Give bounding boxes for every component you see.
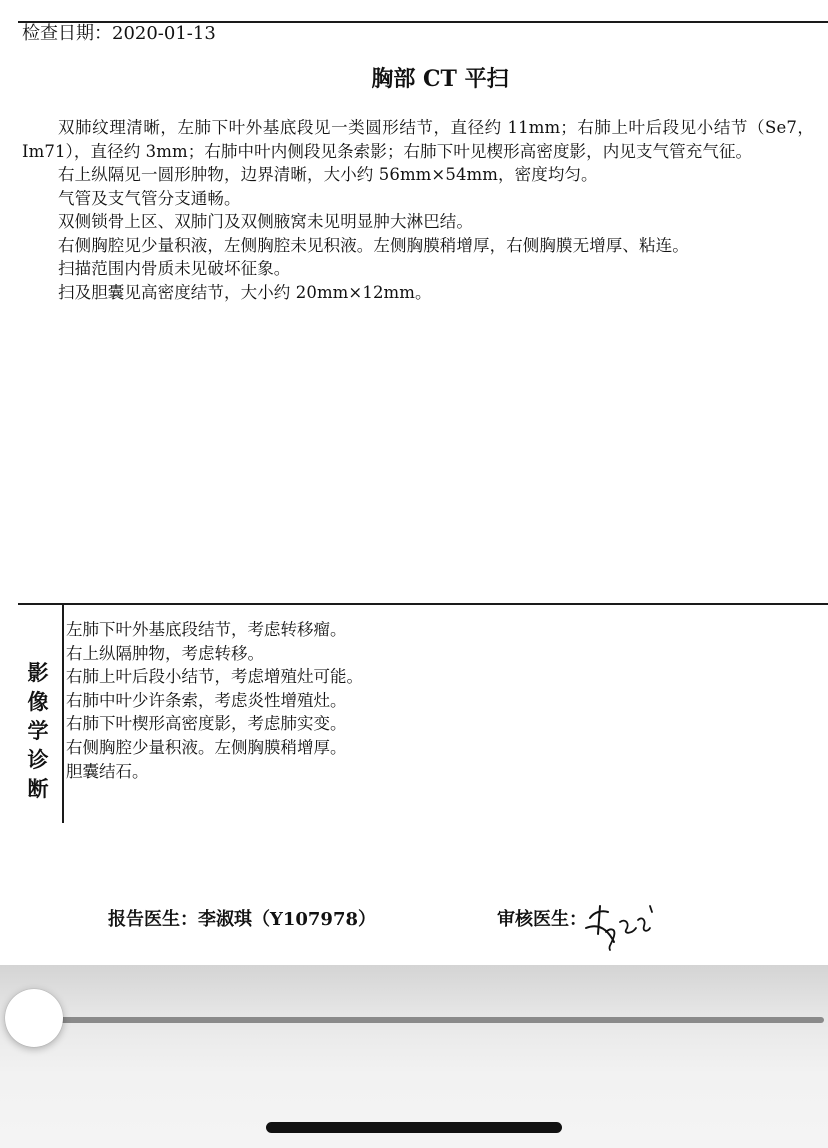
diagnosis-label-char: 诊: [27, 747, 49, 772]
finding-paragraph: 扫及胆囊见高密度结节，大小约 20mm×12mm。: [58, 282, 432, 302]
viewer-toolbar: [0, 965, 828, 1148]
diagnosis-label-char: 学: [27, 718, 49, 743]
reviewer-signature: [580, 898, 670, 958]
diagnosis-label-char: 像: [27, 689, 49, 714]
diagnosis-line: 右肺下叶楔形高密度影，考虑肺实变。: [66, 714, 347, 734]
diagnosis-column-divider: [62, 605, 64, 823]
finding-paragraph: 右侧胸腔见少量积液，左侧胸腔未见积液。左侧胸膜稍增厚，右侧胸膜无增厚、粘连。: [58, 235, 689, 255]
finding-paragraph: 扫描范围内骨质未见破坏征象。: [58, 259, 291, 278]
exam-date: 检查日期：2020-01-13: [22, 23, 216, 44]
page-scrubber-thumb[interactable]: [5, 989, 63, 1047]
report-title: 胸部 CT 平扫: [371, 66, 509, 92]
home-indicator[interactable]: [266, 1122, 562, 1133]
reporting-doctor: 报告医生：李淑琪（Y107978）: [108, 909, 376, 930]
page-scrubber-track[interactable]: [30, 1017, 824, 1023]
finding-paragraph: 气管及支气管分支通畅。: [58, 188, 241, 208]
diagnosis-label-char: 影: [27, 660, 49, 685]
diagnosis-section-label: [24, 658, 52, 803]
finding-paragraph: 双肺纹理清晰，左肺下叶外基底段见一类圆形结节，直径约 11mm；右肺上叶后段见小结节（Se7，Im71），直径约 3mm；右肺中叶内侧段见条索影；右肺下叶见楔形高密度影，内见支气管充气征。: [22, 118, 814, 161]
diagnosis-line: 右肺中叶少许条索，考虑炎性增殖灶。: [66, 690, 347, 710]
diagnosis-label-char: 断: [27, 776, 49, 801]
diagnosis-line: 右肺上叶后段小结节，考虑增殖灶可能。: [66, 667, 363, 687]
diagnosis-line: 右侧胸腔少量积液。左侧胸膜稍增厚。: [66, 737, 347, 757]
diagnosis-line: 右上纵隔肿物，考虑转移。: [66, 643, 264, 663]
diagnosis-line: 左肺下叶外基底段结节，考虑转移瘤。: [66, 620, 347, 639]
diagnosis-section: [66, 618, 806, 783]
finding-paragraph: 右上纵隔见一圆形肿物，边界清晰，大小约 56mm×54mm，密度均匀。: [58, 165, 598, 184]
reviewing-doctor-label: 审核医生：: [497, 909, 587, 930]
section-divider: [18, 603, 828, 605]
finding-paragraph: 双侧锁骨上区、双肺门及双侧腋窝未见明显肿大淋巴结。: [58, 212, 473, 231]
findings-section: [22, 116, 814, 304]
diagnosis-line: 胆囊结石。: [66, 761, 149, 781]
